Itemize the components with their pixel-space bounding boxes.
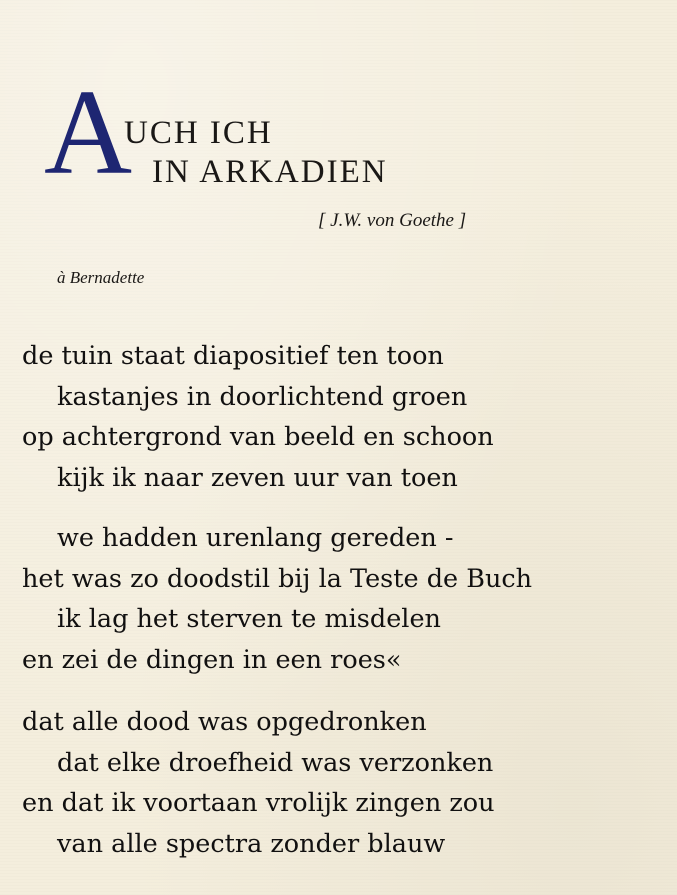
verse-line: en zei de dingen in een roes« — [22, 644, 402, 675]
verse-line: het was zo doodstil bij la Teste de Buch — [22, 563, 533, 594]
stanza-2 — [22, 518, 662, 680]
poem-title — [44, 65, 464, 200]
verse-line: ik lag het sterven te misdelen — [57, 604, 441, 634]
verse-line: we hadden urenlang gereden - — [57, 523, 454, 553]
verse-line: op achtergrond van beeld en schoon — [22, 422, 494, 452]
title-line-2: IN ARKADIEN — [152, 154, 388, 190]
title-drop-cap: A — [44, 65, 133, 200]
verse-line: dat alle dood was opgedronken — [22, 707, 427, 737]
stanza-3 — [22, 702, 662, 864]
verse-line: dat elke droefheid was verzonken — [57, 747, 494, 778]
verse-line: de tuin staat diapositief ten toon — [22, 341, 444, 371]
verse-line: van alle spectra zonder blauw — [57, 828, 446, 859]
poem-author: [ J.W. von Goethe ] — [318, 210, 467, 231]
poem-dedication: à Bernadette — [57, 268, 145, 287]
title-line-1: UCH ICH — [124, 115, 273, 151]
stanza-1 — [22, 336, 662, 498]
verse-line: kastanjes in doorlichtend groen — [57, 381, 468, 412]
verse-line: kijk ik naar zeven uur van toen — [57, 462, 458, 493]
verse-line: en dat ik voortaan vrolijk zingen zou — [22, 788, 495, 818]
